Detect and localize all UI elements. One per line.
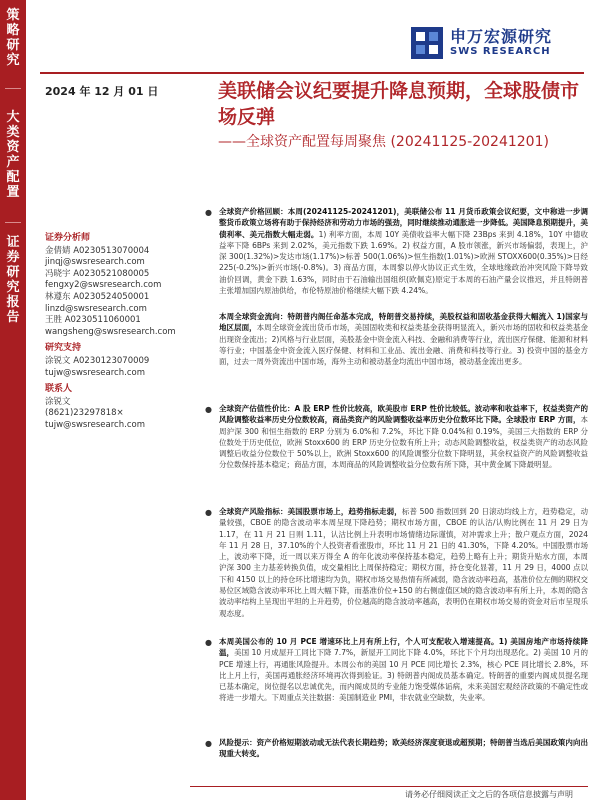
analysts-heading: 证券分析师 xyxy=(45,233,91,243)
summary-paragraph-fund-flows xyxy=(205,311,588,395)
analyst-list xyxy=(45,233,205,432)
bullet-icon: ● xyxy=(205,208,212,217)
summary-paragraph-valuation xyxy=(205,403,588,497)
report-body xyxy=(205,206,588,763)
paragraph-text: 美国 10 月成屋开工同比下降 7.7%，新屋开工同比下降 4.0%，环比下个月均出现恶化。2) 美国 10 月的 PCE 增速上行，再通胀风险提升。本周公布的美国 10 月 PCE 同比增长 2.3%，核心 PCE 同比增长 2.8%，环比上月上行，美国再通胀经济环境再次得到验证。3) 特朗普内阁成员基本确定。特朗普的重要内阁成员提名现已基本确定，岗位提名以忠诚优先，而内阁成员的专业能力饱受媒体诟病，未来美国宏观经济政策的不确定性或将进一步增大。下周重点关注数据：美国制造业 PMI，非农就业空缺数，失业率。 xyxy=(219,648,588,703)
analyst-line: 冯晓宇 A0230521080005 xyxy=(45,268,150,279)
paragraph-lead: 本周全球资金流向：特朗普内阁任命基本完成，特朗普交易持续，美股权益和固收基金获得大幅流入 1)国家与地区层面， xyxy=(219,312,588,333)
paragraph-lead: 全球资产风险指标：美国股票市场上，趋势指标走弱， xyxy=(219,507,402,516)
paragraph-lead: 全球资产价格回顾：本周(20241125-20241201)，美联储公布 11 月货币政策会议纪要，文中称进一步调整货币政策立场将有助于保持经济和劳动力市场的强劲，同时继续推动通胀进一步降低。美国降息预期提升，美债利率、美元指数大幅走弱。 xyxy=(219,207,588,239)
footer-divider xyxy=(190,786,588,787)
analyst-line: jinqj@swsresearch.com xyxy=(45,257,145,268)
sidebar-label-strategy: 策略研究 xyxy=(6,8,20,68)
sidebar-label-asset-allocation: 大类资产配置 xyxy=(6,110,20,200)
summary-paragraph-asset-prices xyxy=(205,206,588,300)
sidebar-divider xyxy=(5,222,21,223)
bullet-icon: ● xyxy=(205,508,212,517)
analyst-line: 金倩婧 A0230513070004 xyxy=(45,245,150,256)
analyst-line: wangsheng@swsresearch.com xyxy=(45,326,176,337)
support-line: 涂锐文 A0230123070009 xyxy=(45,355,150,366)
analyst-line: fengxy2@swsresearch.com xyxy=(45,280,162,291)
paragraph-lead: 本周美国公布的 10 月 PCE 增速环比上月有所上行，个人可支配收入增速提高。1) 美国房地产市场持续降温， xyxy=(219,637,588,658)
sidebar-divider xyxy=(5,88,21,89)
contact-line: (8621)23297818× xyxy=(45,408,124,419)
contact-line: 涂锐文 xyxy=(45,396,71,407)
paragraph-text: 本周沪深 300 和恒生指数的 ERP 分别为 6.0%和 7.2%，环比下降 0.04%和 0.19%，美国三大指数的 ERP 分位数处于历史低位，欧洲 Stoxx600 的 ERP 历史分位数有所上升；动态风险调整收益，权益类资产的动态风险调整后收益分位数位于 50%以上，欧洲 Stoxx600 的风险调整分位数下降明显，其余权益资产的风险调整收益分位数保持基本稳定；商品方面，本周商品的风险调整收益分位数有所下降，其中黄金属下降最明显。 xyxy=(219,415,588,470)
analyst-line: 林遵东 A0230524050001 xyxy=(45,291,150,302)
sidebar-label-report-type: 证券研究报告 xyxy=(6,235,20,325)
paragraph-text: 标普 500 指数回到 20 日滚动均线上方，趋势稳定，动量较强，CBOE 的隐含波动率本周呈现下降趋势；期权市场方面，CBOE 的认沽/认购比例在 11 月 29 日为 1.17，在 11 月 21 日则 1.11，认沽比例上升表明市场情绪边际谨慎，对冲需求上升；散户观点方面，2024 年 11 月 28 日，37.10%的个人投资者看涨股市，环比 11 月 21 日的 41.30%，下降 4.20%。中国股票市场上，波动率下降，近一周以来万得全 A 的年化波动率保持基本稳定，趋势上略有上升；期货升贴水方面，本周沪深 300 主力基差转换负值，成交量相比上周保持稳定；期权方面，持仓变化显著，11 月 29 日，4000 点以下和 4150 以上的持仓环比增速均为负，期权市场交易热情有所减弱，隐含波动率趋高，基准价位左侧的期权交易位区域隐含波动率环比上周大幅下降，而基准价位+150 的右侧虚值区域的隐含波动率有所上升，本周的隐含波动率结构上呈现出平坦的上升趋势，价位越高的隐含波动率越高，表明仍在期权市场交易的资金对后市呈现乐观态度。 xyxy=(219,507,588,618)
footer-disclaimer: 请务必仔细阅读正文之后的各项信息披露与声明 xyxy=(405,790,573,799)
logo-text-en: SWS RESEARCH xyxy=(450,46,551,57)
company-logo xyxy=(410,22,580,72)
summary-paragraph-risk-indicators xyxy=(205,506,588,624)
paragraph-text: 本周全球资金流出货币市场，美国固收类和权益类基金获得明显流入，新兴市场的固收和权益类基金出现资金流出；2)风格与行业层面，美股基金中资金流入科技、金融和消费等行业，流出医疗保健、能源和材料等行业；中国基金中资金流入医疗保健、材料和工业品、流出金融、消费和科技等行业。3) 投资中国的基金方面，过去一周外资流出中国市场，海外主动和被动基金均流出中国市场，被动基金流出更多。 xyxy=(219,323,588,367)
paragraph-lead: 风险提示：资产价格短期波动或无法代表长期趋势；欧美经济深度衰退或超预期；特朗普当选后美国政策内向出现重大转变。 xyxy=(219,738,588,759)
paragraph-lead: 全球资产估值性价比：A 股 ERP 性价比较高，欧美股市 ERP 性价比较低。波动率和收益率下，权益类资产的风险调整收益率历史分位数较高，商品类资产的风险调整收益率历史分位数环比下降。全球股市 ERP 方面， xyxy=(219,404,588,425)
summary-paragraph-macro xyxy=(205,636,588,726)
contact-line: tujw@swsresearch.com xyxy=(45,419,145,430)
paragraph-text: 1) 利率方面，本周 10Y 美债收益率大幅下降 23Bps 来到 4.18%，10Y 中德收益率下降 6BPs 来到 2.02%，美元指数下跌 1.69%。2) 权益方面，A 股市领涨，新兴市场偏弱，表现上，沪深 300(1.32%)>发达市场(1.17%)>标普 500(1.06%)>恒生指数(1.01%)>欧洲 STOXX600(0.35%)>日经 225(-0.2%)>新兴市场(-0.8%)。3) 商品方面，本周黎以停火协议正式生效，全球地缘政治冲突风险下降导致油价回调，黄金下跌 1.63%，同时由于石油输出国组织(欧佩克)原定于本周的石油产量会议推迟，并且特朗普主张增加国内原油供给，布伦特原油价格继续大幅下跌 4.24%。 xyxy=(219,229,589,296)
analyst-line: 王胜 A0230511060001 xyxy=(45,315,141,326)
report-subtitle: ——全球资产配置每周聚焦 (20241125-20241201) xyxy=(218,134,549,150)
contact-heading: 联系人 xyxy=(45,384,73,395)
header-divider xyxy=(40,72,584,74)
support-line: tujw@swsresearch.com xyxy=(45,367,145,378)
logo-text-cn: 申万宏源研究 xyxy=(450,27,553,46)
risk-warning-paragraph xyxy=(205,737,588,763)
left-sidebar-band xyxy=(0,0,26,800)
logo-mark-icon xyxy=(410,26,444,60)
bullet-icon: ● xyxy=(205,405,212,414)
analyst-line: linzd@swsresearch.com xyxy=(45,303,147,314)
research-support-heading: 研究支持 xyxy=(45,343,82,354)
report-date: 2024 年 12 月 01 日 xyxy=(45,85,159,98)
bullet-icon: ● xyxy=(205,638,212,647)
report-title: 美联储会议纪要提升降息预期，全球股债市场反弹 xyxy=(218,80,580,128)
bullet-icon: ● xyxy=(205,739,212,748)
